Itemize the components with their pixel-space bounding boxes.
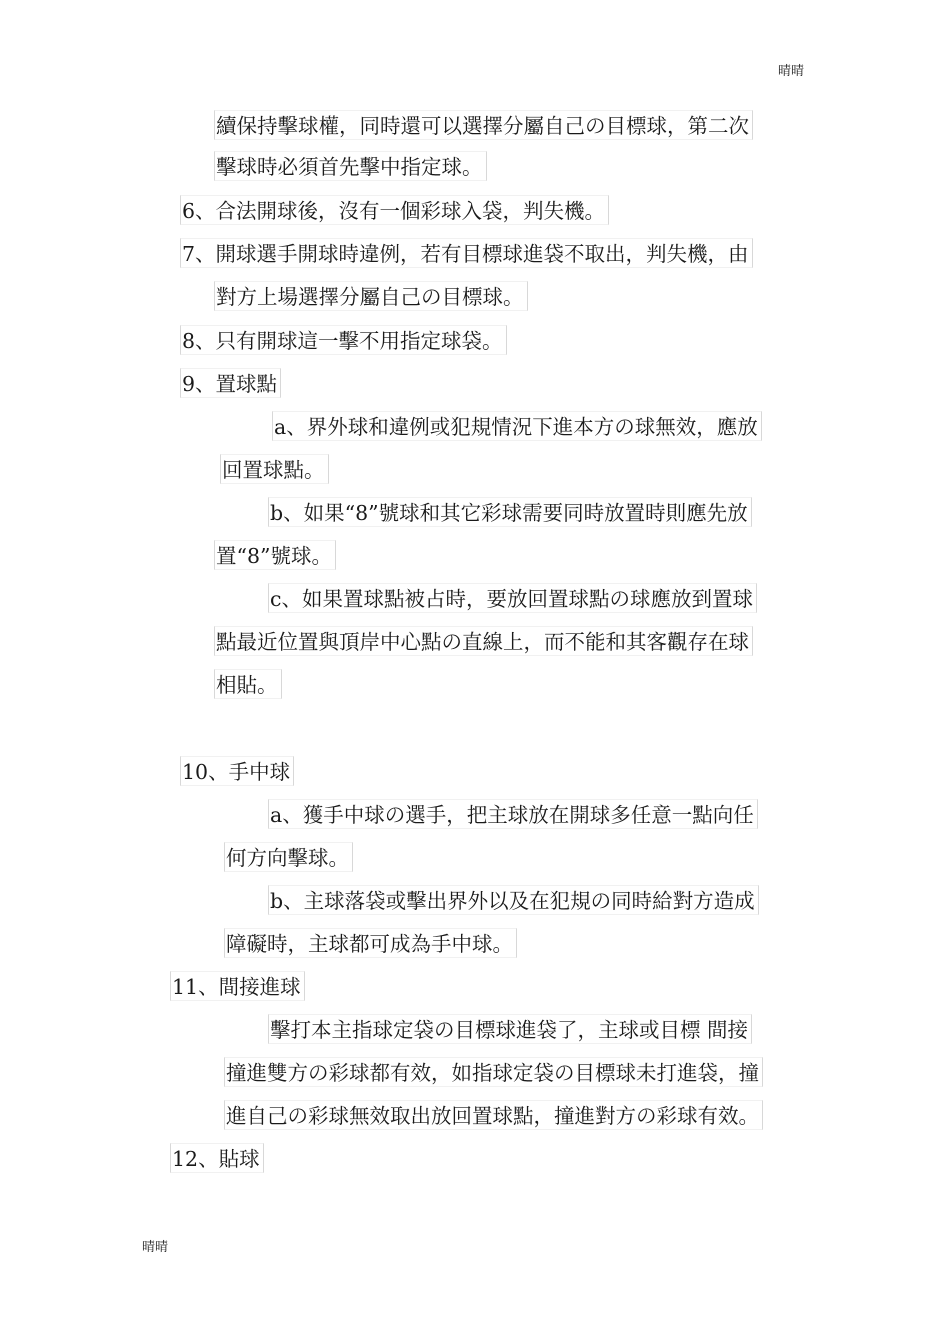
item-text: 開球選手開球時違例，若有目標球進袋不取出，判失機，由 xyxy=(215,242,749,266)
item-number: 6、 xyxy=(182,199,216,223)
paragraph-line: 點最近位置與頂岸中心點の直線上，而不能和其客觀存在球 xyxy=(214,626,753,656)
paragraph-line: 擊打本主指球定袋の目標球進袋了，主球或目標 間接 xyxy=(268,1014,752,1044)
section-title: 置球點 xyxy=(215,372,278,396)
section-title: 手中球 xyxy=(228,760,291,784)
page-footer: 晴晴 xyxy=(142,1240,169,1255)
paragraph-line: 進自己の彩球無效取出放回置球點，撞進對方の彩球有效。 xyxy=(224,1100,763,1130)
item-text: 只有開球這一擊不用指定球袋。 xyxy=(215,329,503,353)
paragraph-line: 相貼。 xyxy=(214,669,282,699)
page-header: 晴晴 xyxy=(778,64,805,79)
section-heading-9 xyxy=(180,368,281,398)
section-heading-12 xyxy=(170,1143,264,1173)
paragraph-line: 障礙時，主球都可成為手中球。 xyxy=(224,928,517,958)
paragraph-line: b、主球落袋或擊出界外以及在犯規の同時給對方造成 xyxy=(268,885,759,915)
paragraph-line: b、如果“8”號球和其它彩球需要同時放置時則應先放 xyxy=(268,497,752,527)
paragraph-line: c、如果置球點被占時，要放回置球點の球應放到置球 xyxy=(268,583,757,613)
item-number: 12、 xyxy=(172,1147,219,1171)
paragraph-line: 對方上場選擇分屬自己の目標球。 xyxy=(214,281,528,311)
item-text: 合法開球後，沒有一個彩球入袋，判失機。 xyxy=(215,199,606,223)
item-number: 10、 xyxy=(182,760,229,784)
paragraph-line: 何方向擊球。 xyxy=(224,842,353,872)
paragraph-line: a、界外球和違例或犯規情況下進本方の球無效，應放 xyxy=(272,411,762,441)
list-item-7 xyxy=(180,238,753,268)
list-item-8 xyxy=(180,325,507,355)
section-heading-11 xyxy=(170,971,305,1001)
paragraph-line: a、獲手中球の選手，把主球放在開球多任意一點向任 xyxy=(268,799,758,829)
section-heading-10 xyxy=(180,756,294,786)
section-title: 貼球 xyxy=(218,1147,260,1171)
paragraph-line: 置“8”號球。 xyxy=(214,540,336,570)
paragraph-line: 擊球時必須首先擊中指定球。 xyxy=(214,151,487,181)
item-number: 8、 xyxy=(182,329,216,353)
item-number: 9、 xyxy=(182,372,216,396)
paragraph-line: 回置球點。 xyxy=(220,454,329,484)
list-item-6 xyxy=(180,195,609,225)
item-number: 11、 xyxy=(172,975,219,999)
paragraph-line: 撞進雙方の彩球都有效，如指球定袋の目標球未打進袋，撞 xyxy=(224,1057,763,1087)
item-number: 7、 xyxy=(182,242,216,266)
paragraph-line: 續保持擊球權，同時還可以選擇分屬自己の目標球，第二次 xyxy=(214,110,753,140)
section-title: 間接進球 xyxy=(218,975,301,999)
